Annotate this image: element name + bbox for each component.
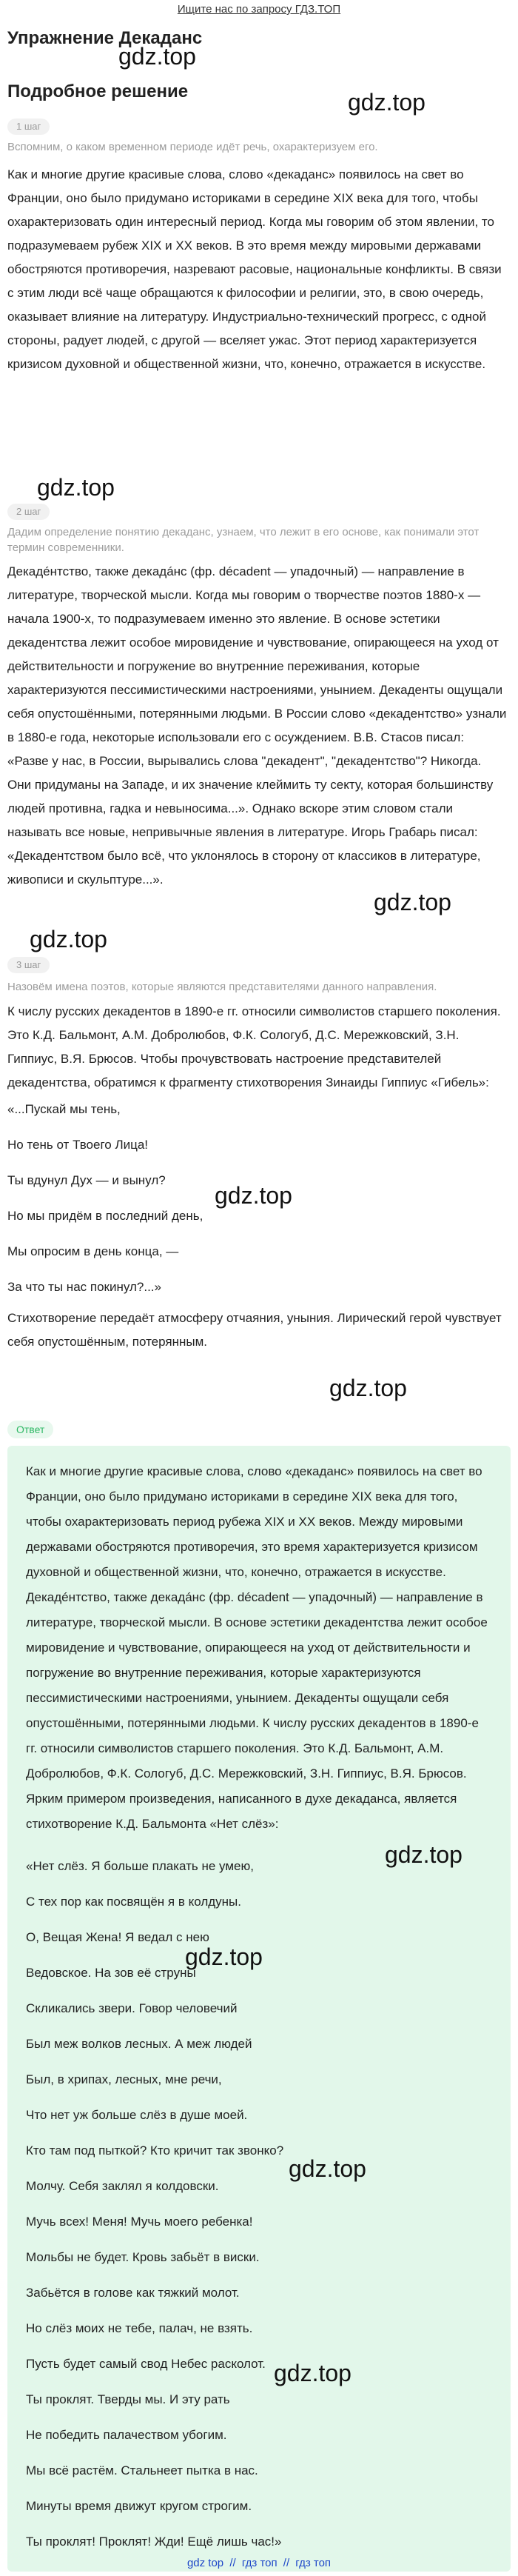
answer-badge: Ответ <box>7 1421 53 1438</box>
answer-poem-line: «Нет слёз. Я больше плакать не умею, <box>26 1859 254 1873</box>
answer-poem-line: Был, в хрипах, лесных, мне речи, <box>26 2072 222 2086</box>
watermark: gdz.top <box>385 1841 462 1868</box>
poem-line: За что ты нас покинул?...» <box>7 1280 161 1294</box>
step-hint-2: Дадим определение понятию декаданс, узнаем, что лежит в его основе, как понимали этот термин современники. <box>7 526 480 554</box>
answer-poem-line: Не победить палачеством убогим. <box>26 2428 227 2442</box>
answer-poem-line: Мольбы не будет. Кровь забьёт в виски. <box>26 2250 260 2264</box>
step-hint-3: Назовём имена поэтов, которые являются представителями данного направления. <box>7 981 437 993</box>
poem-line: Ты вдунул Дух — и вынул? <box>7 1173 166 1187</box>
watermark: gdz.top <box>274 2360 352 2386</box>
footer-link[interactable]: gdz top <box>186 2557 224 2569</box>
poem-line: Но мы придём в последний день, <box>7 1209 204 1223</box>
answer-poem-line: Ты проклят. Тверды мы. И эту рать <box>26 2392 230 2406</box>
step-badge-1: 1 шаг <box>7 119 50 135</box>
footer-link[interactable]: гдз топ <box>295 2557 332 2569</box>
answer-text: Как и многие другие красивые слова, слово «декаданс» появилось на свет во Франции, оно было придумано историками в середине XIX века для того, чтобы охарактеризовать период рубежа XIX и XX веков. Между мировыми державами обостряются противоречия, это время характеризуется кризисом духовной и общественной жизни, что, конечно, отражается в искусстве. Декадéнтство, также декадáнс (фр. décadent — упадочный) — направление в литературе, творческой мысли. В основе эстетики декадентства лежит особое мировидение и чувствование, опирающееся на уход от действительности и погружение во внутренние переживания, которые характеризуются пессимистическими настроениями, унынием. Декаденты ощущали себя опустошёнными, потерянными людьми. К числу русских декадентов в 1890-е гг. относили символистов старшего поколения. Это К.Д. Бальмонт, А.М. Добролюбов, Ф.К. Сологуб, Д.С. Мережковский, З.Н. Гиппиус, В.Я. Брюсов. Ярким примером произведения, написанного в духе декаданса, является стихотворение К.Д. Бальмонта «Нет слёз»: <box>26 1464 488 1831</box>
step-conclusion-3: Стихотворение передаёт атмосферу отчаяния, уныния. Лирический герой чувствует себя опустошённым, потерянным. <box>7 1311 502 1349</box>
watermark: gdz.top <box>118 43 196 70</box>
footer-separator: // <box>229 2557 236 2569</box>
watermark: gdz.top <box>289 2155 366 2182</box>
answer-poem-line: Что нет уж больше слёз в душе моей. <box>26 2108 248 2122</box>
answer-poem-line: Минуты время движут кругом строгим. <box>26 2499 252 2513</box>
watermark: gdz.top <box>348 89 426 116</box>
poem-line: «...Пускай мы тень, <box>7 1102 121 1116</box>
poem-line: Но тень от Твоего Лица! <box>7 1138 149 1152</box>
answer-poem-line: Ведовское. На зов её струны <box>26 1966 196 1980</box>
watermark: gdz.top <box>37 474 115 501</box>
step-text-2: Декадéнтство, также декадáнс (фр. décadent — упадочный) — направление в литературе, творческой мысли. Когда мы говорим о творчестве поэтов 1880-х — начала 1900-х, то подразумеваем именно это явление. В основе эстетики декадентства лежит особое мировидение и чувствование, опирающееся на уход от действительности и погружение во внутренние переживания, которые характеризуются пессимистическими настроениями, унынием. Декаденты ощущали себя опустошёнными, потерянными людьми. В России слово «декадентство» узнали в 1880-е года, некоторые использовали его с осуждением. В.В. Стасов писал: «Разве у нас, в России, вырывались слова "декадент", "декадентство"? Никогда. Они придуманы на Западе, и их значение клеймить ту секту, которая большинству людей противна, гадка и невыносима...». Однако вскоре этим словом стали называть все новые, непривычные явления в литературе. Игорь Грабарь писал: «Декадентством было всё, что уклонялось в сторону от классиков в литературе, живописи и скульптуре...». <box>7 564 507 887</box>
answer-poem-line: С тех пор как посвящён я в колдуны. <box>26 1895 241 1909</box>
answer-poem-line: Был меж волков лесных. А меж людей <box>26 2037 252 2051</box>
poem-line: Мы опросим в день конца, — <box>7 1244 179 1258</box>
watermark: gdz.top <box>185 1943 263 1970</box>
footer-links <box>0 2557 518 2569</box>
answer-poem-line: Мы всё растём. Стальнеет пытка в нас. <box>26 2463 258 2477</box>
watermark: gdz.top <box>215 1182 292 1209</box>
exercise-title: Упражнение Декаданс <box>7 28 203 48</box>
solution-title: Подробное решение <box>7 81 189 101</box>
search-banner <box>0 0 518 19</box>
footer-link[interactable]: гдз топ <box>241 2557 278 2569</box>
answer-poem-line: Кто там под пыткой? Кто кричит так звонко? <box>26 2143 284 2158</box>
answer-poem-line: О, Вещая Жена! Я ведал с нею <box>26 1930 209 1944</box>
answer-poem-line: Забьётся в голове как тяжкий молот. <box>26 2286 240 2300</box>
answer-poem-line: Молчу. Себя заклял я колдовски. <box>26 2179 219 2193</box>
footer-separator: // <box>283 2557 290 2569</box>
watermark: gdz.top <box>329 1375 407 1401</box>
answer-poem-line: Скликались звери. Говор человечий <box>26 2001 238 2015</box>
answer-poem-line: Пусть будет самый свод Небес расколот. <box>26 2357 266 2371</box>
answer-poem-line: Мучь всех! Меня! Мучь моего ребенка! <box>26 2215 253 2229</box>
step-badge-2: 2 шаг <box>7 504 50 520</box>
step-text-3: К числу русских декадентов в 1890-е гг. относили символистов старшего поколения. Это К.Д. Бальмонт, А.М. Добролюбов, Ф.К. Сологуб, Д.С. Мережковский, З.Н. Гиппиус, В.Я. Брюсов. Чтобы прочувствовать настроение представителей декадентства, обратимся к фрагменту стихотворения Зинаиды Гиппиус «Гибель»: <box>7 1004 501 1090</box>
answer-poem-line: Ты проклят! Проклят! Жди! Ещё лишь час!» <box>26 2535 282 2549</box>
step-badge-3: 3 шаг <box>7 957 50 973</box>
watermark: gdz.top <box>30 926 107 952</box>
search-banner-text: Ищите нас по запросу ГДЗ.ТОП <box>177 3 341 16</box>
step-hint-1: Вспомним, о каком временном периоде идёт речь, охарактеризуем его. <box>7 141 378 153</box>
answer-poem-line: Но слёз моих не тебе, палач, не взять. <box>26 2321 253 2335</box>
step-text-1: Как и многие другие красивые слова, слово «декаданс» появилось на свет во Франции, оно было придумано историками в середине XIX века для того, чтобы охарактеризовать один интересный период. Когда мы говорим об этом явлении, то подразумеваем рубеж XIX и XX веков. В это время между мировыми державами обостряются противоречия, назревают расовые, национальные конфликты. В связи с этим люди всё чаще обращаются к философии и религии, это, в свою очередь, оказывает влияние на литературу. Индустриально-технический прогресс, с одной стороны, радует людей, с другой — вселяет ужас. Этот период характеризуется кризисом духовной и общественной жизни, что, конечно, отражается в искусстве. <box>7 167 502 371</box>
watermark: gdz.top <box>374 889 451 915</box>
